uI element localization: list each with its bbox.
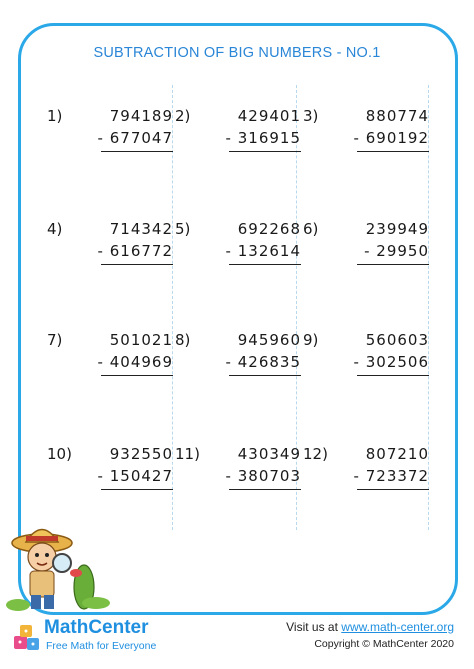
answer-line bbox=[357, 375, 429, 376]
answer-line bbox=[229, 264, 301, 265]
brand-tagline: Free Math for Everyone bbox=[46, 640, 157, 652]
problem-item bbox=[303, 445, 429, 505]
problem-number: 1) bbox=[47, 107, 63, 125]
minuend: 714342 bbox=[109, 220, 173, 238]
problem-number: 2) bbox=[175, 107, 191, 125]
minuend: 560603 bbox=[365, 331, 429, 349]
problem-number: 3) bbox=[303, 107, 319, 125]
minuend: 692268 bbox=[237, 220, 301, 238]
answer-line bbox=[229, 375, 301, 376]
visit-line bbox=[286, 620, 454, 634]
answer-line bbox=[101, 489, 173, 490]
minuend: 880774 bbox=[365, 107, 429, 125]
subtrahend: - 29950 bbox=[364, 242, 429, 260]
problem-number: 5) bbox=[175, 220, 191, 238]
problem-item bbox=[47, 220, 173, 280]
worksheet-title: SUBTRACTION OF BIG NUMBERS - NO.1 bbox=[93, 45, 381, 61]
copyright-text: Copyright © MathCenter 2020 bbox=[314, 638, 454, 650]
problem-number: 10) bbox=[47, 445, 72, 463]
problem-item bbox=[175, 220, 301, 280]
minuend: 239949 bbox=[365, 220, 429, 238]
answer-line bbox=[229, 151, 301, 152]
explorer-mascot-illustration bbox=[4, 515, 114, 615]
minuend: 501021 bbox=[109, 331, 173, 349]
minuend: 430349 bbox=[237, 445, 301, 463]
subtrahend: - 690192 bbox=[353, 129, 429, 147]
brand-name: MathCenter bbox=[44, 617, 149, 638]
subtrahend: - 150427 bbox=[97, 467, 173, 485]
answer-line bbox=[101, 151, 173, 152]
subtrahend: - 316915 bbox=[225, 129, 301, 147]
website-link[interactable]: www.math-center.org bbox=[341, 620, 454, 634]
problem-number: 8) bbox=[175, 331, 191, 349]
subtrahend: - 426835 bbox=[225, 353, 301, 371]
problem-item bbox=[175, 445, 301, 505]
problem-number: 11) bbox=[175, 445, 200, 463]
answer-line bbox=[101, 375, 173, 376]
visit-prefix: Visit us at bbox=[286, 620, 342, 634]
problem-number: 12) bbox=[303, 445, 328, 463]
minuend: 429401 bbox=[237, 107, 301, 125]
problem-item bbox=[303, 220, 429, 280]
problem-item bbox=[175, 331, 301, 391]
answer-line bbox=[101, 264, 173, 265]
answer-line bbox=[357, 489, 429, 490]
subtrahend: - 723372 bbox=[353, 467, 429, 485]
problem-number: 7) bbox=[47, 331, 63, 349]
answer-line bbox=[357, 151, 429, 152]
problem-item bbox=[303, 107, 429, 167]
subtrahend: - 380703 bbox=[225, 467, 301, 485]
dice-logo-icon bbox=[12, 622, 42, 654]
problem-item bbox=[47, 445, 173, 505]
answer-line bbox=[357, 264, 429, 265]
subtrahend: - 677047 bbox=[97, 129, 173, 147]
answer-line bbox=[229, 489, 301, 490]
subtrahend: - 616772 bbox=[97, 242, 173, 260]
minuend: 807210 bbox=[365, 445, 429, 463]
minuend: 945960 bbox=[237, 331, 301, 349]
problem-item bbox=[47, 331, 173, 391]
subtrahend: - 302506 bbox=[353, 353, 429, 371]
subtrahend: - 132614 bbox=[225, 242, 301, 260]
minuend: 794189 bbox=[109, 107, 173, 125]
subtrahend: - 404969 bbox=[97, 353, 173, 371]
problem-number: 4) bbox=[47, 220, 63, 238]
problem-number: 6) bbox=[303, 220, 319, 238]
problem-number: 9) bbox=[303, 331, 319, 349]
problem-item bbox=[47, 107, 173, 167]
problem-item bbox=[175, 107, 301, 167]
minuend: 932550 bbox=[109, 445, 173, 463]
problem-item bbox=[303, 331, 429, 391]
